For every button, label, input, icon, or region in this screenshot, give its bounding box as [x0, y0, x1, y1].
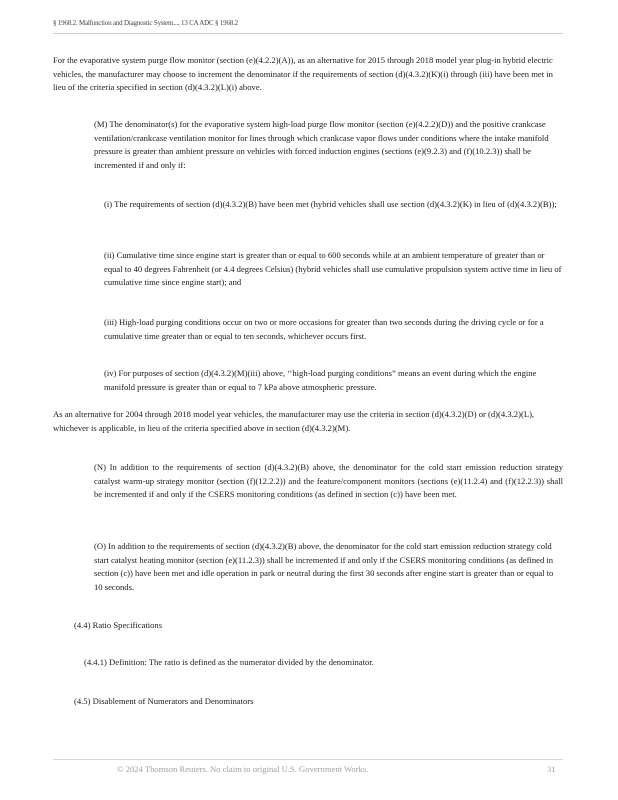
paragraph-purge-flow-alternative: For the evaporative system purge flow monitor (section (e)(4.2.2)(A)), as an alternative for 2015 through 2018 model year plug-in hybrid electric vehicles, the manufacturer may choose to increment the denominator if the requirements of section (d)(4.3.2)(K)(i) through (iii) have been met in lieu of the criteria specified in section (d)(4.3.2)(L)(i) above. — [53, 55, 553, 93]
paragraph-m-ii: (ii) Cumulative time since engine start is greater than or equal to 600 seconds while at an ambient temperature of greater than or equal to 40 degrees Fahrenheit (or 4.4 degrees Celsius) (hybrid vehicles shall use cumulative propulsion system active time in lieu of cumulative time since engine start); and — [104, 250, 562, 288]
running-header: § 1968.2. Malfunction and Diagnostic System..., 13 CA ADC § 1968.2 — [53, 19, 238, 27]
section-heading-disablement: (4.5) Disablement of Numerators and Denominators — [74, 696, 254, 706]
paragraph-n-csers-warmup: (N) In addition to the requirements of section (d)(4.3.2)(B) above, the denominator for the cold start emission reduction strategy catalyst warm-up strategy monitor (section (f)(12.2.2)) and the feature/component monitors (sections (e)(11.2.4) and (f)(12.2.3)) shall be incremented if and only if the CSERS monitoring conditions (as defined in section (c)) have been met. — [94, 462, 563, 500]
paragraph-m-denominator: (M) The denominator(s) for the evaporative system high-load purge flow monitor (section (e)(4.2.2)(D)) and the positive crankcase ventilation/crankcase ventilation monitor for lines through which crankcase vapor flows under conditions where the intake manifold pressure is greater than ambient pressure on vehicles with forced induction engines (sections (e)(9.2.3) and (f)(10.2.3)) shall be incremented if and only if: — [94, 119, 549, 170]
paragraph-m-iv: (iv) For purposes of section (d)(4.3.2)(M)(iii) above, ‘‘high-load purging conditions” means an event during which the engine manifold pressure is greater than or equal to 7 kPa above atmospheric pressure. — [104, 368, 537, 392]
page-number: 31 — [547, 764, 556, 774]
paragraph-m-iii: (iii) High-load purging conditions occur on two or more occasions for greater than two seconds during the driving cycle or for a cumulative time greater than or equal to ten seconds, whichever occurs first. — [104, 317, 544, 341]
paragraph-ratio-definition: (4.4.1) Definition: The ratio is defined as the numerator divided by the denominator. — [84, 657, 374, 667]
paragraph-o-csers-heating: (O) In addition to the requirements of section (d)(4.3.2)(B) above, the denominator for the cold start emission reduction strategy cold start catalyst heating monitor (section (e)(11.2.3)) shall be incremented if and only if the CSERS monitoring conditions (as defined in section (c)) have been met and idle operation in park or neutral during the first 30 seconds after engine start is greater than or equal to 10 seconds. — [94, 541, 554, 592]
paragraph-alternative-2004-2018: As an alternative for 2004 through 2018 model year vehicles, the manufacturer may use the criteria in section (d)(4.3.2)(D) or (d)(4.3.2)(L), whichever is applicable, in lieu of the criteria specified above in section (d)(4.3.2)(M). — [53, 409, 535, 433]
paragraph-m-i: (i) The requirements of section (d)(4.3.2)(B) have been met (hybrid vehicles shall use section (d)(4.3.2)(K) in lieu of (d)(4.3.2)(B)); — [104, 199, 557, 209]
footer-divider — [53, 759, 563, 760]
header-divider — [53, 33, 563, 34]
section-heading-ratio-specifications: (4.4) Ratio Specifications — [74, 620, 163, 630]
footer-copyright: © 2024 Thomson Reuters. No claim to original U.S. Government Works. — [117, 764, 369, 774]
